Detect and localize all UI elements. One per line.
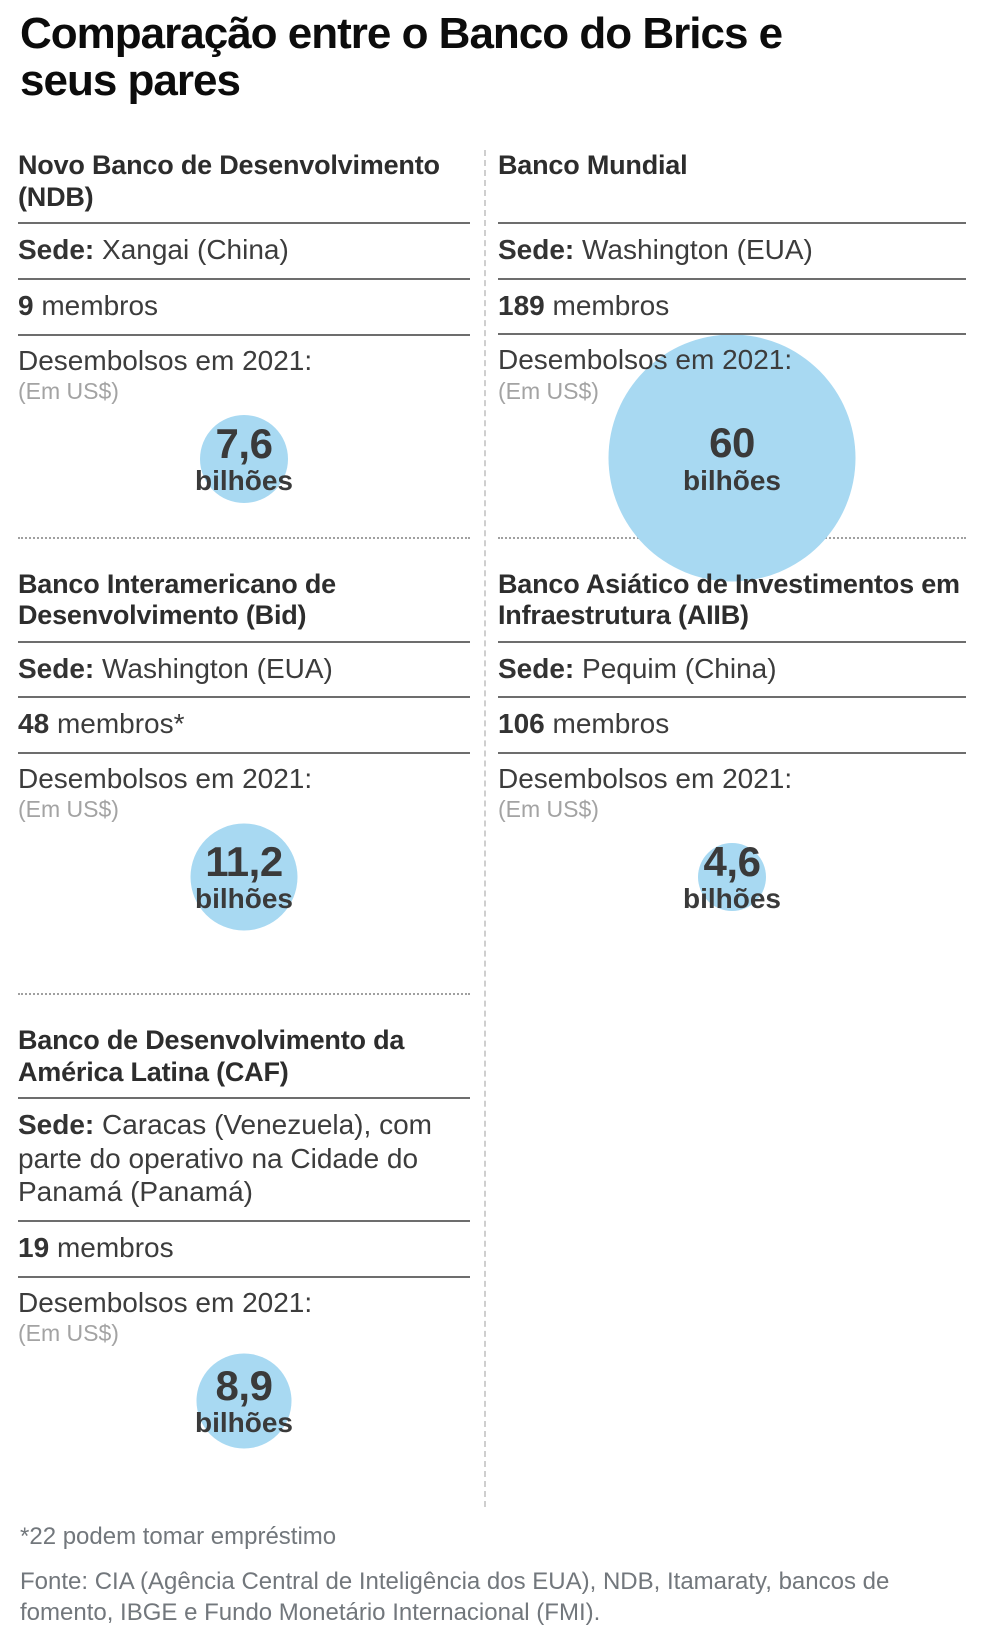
value-bubble-group xyxy=(683,420,781,496)
value-unit-word: bilhões xyxy=(194,1406,293,1438)
bubble-area xyxy=(498,406,966,510)
sede-label: Sede: xyxy=(498,234,575,266)
disbursement-block xyxy=(18,1278,470,1349)
bank-card-bid xyxy=(18,539,470,995)
members-word: membros xyxy=(552,708,670,740)
value-unit-word: bilhões xyxy=(682,464,781,496)
sede-value: Washington (EUA) xyxy=(102,652,333,684)
members-word: membros* xyxy=(56,708,185,740)
value-number: 4,6 xyxy=(703,837,761,885)
sede-value: Xangai (China) xyxy=(102,234,289,266)
value-bubble-group xyxy=(195,839,293,915)
sede-value: Caracas (Venezuela), com parte do operativo na Cidade do Panamá (Panamá) xyxy=(18,1109,432,1208)
value-number: 11,2 xyxy=(205,837,283,885)
bank-card-banco-mundial xyxy=(498,150,966,538)
disbursement-unit: (Em US$) xyxy=(498,796,599,823)
members-number: 106 xyxy=(498,708,545,740)
value-bubble-group xyxy=(683,839,781,915)
sede-value: Washington (EUA) xyxy=(582,234,813,266)
column-divider xyxy=(484,150,486,1506)
value-bubble-group xyxy=(195,421,293,497)
members-word: membros xyxy=(552,289,670,321)
value-number: 8,9 xyxy=(215,1361,273,1409)
disbursement-label: Desembolsos em 2021: xyxy=(18,762,313,794)
value-unit-word: bilhões xyxy=(194,464,293,496)
headquarters-row xyxy=(18,643,470,699)
bank-name: Banco de Desenvolvimento da América Latina (CAF) xyxy=(18,1025,470,1099)
members-row xyxy=(498,280,966,336)
members-number: 189 xyxy=(498,289,545,321)
bank-card-caf xyxy=(18,995,470,1459)
sede-label: Sede: xyxy=(18,1109,95,1141)
members-row xyxy=(18,280,470,336)
disbursement-block xyxy=(18,336,470,407)
bubble-area xyxy=(18,825,470,929)
bank-name: Banco Asiático de Investimentos em Infraestrutura (AIIB) xyxy=(498,569,966,643)
headquarters-row xyxy=(18,224,470,280)
value-number: 7,6 xyxy=(215,419,273,467)
sede-value: Pequim (China) xyxy=(582,652,777,684)
bank-name: Novo Banco de Desenvolvimento (NDB) xyxy=(18,150,470,224)
disbursement-unit: (Em US$) xyxy=(18,377,119,404)
empty-cell xyxy=(498,995,966,1459)
bank-card-ndb xyxy=(18,150,470,538)
footnote: *22 podem tomar empréstimo xyxy=(20,1522,337,1550)
sede-label: Sede: xyxy=(498,652,575,684)
members-row xyxy=(18,698,470,754)
source-credit: Fonte: CIA (Agência Central de Inteligência dos EUA), NDB, Itamaraty, bancos de fomento, IBGE e Fundo Monetário Internacional (FMI). xyxy=(20,1567,890,1626)
disbursement-label: Desembolsos em 2021: xyxy=(498,344,793,376)
members-number: 19 xyxy=(18,1231,50,1263)
bank-card-aiib xyxy=(498,539,966,995)
disbursement-unit: (Em US$) xyxy=(498,377,599,404)
members-row xyxy=(18,1222,470,1278)
disbursement-label: Desembolsos em 2021: xyxy=(498,762,793,794)
members-number: 48 xyxy=(18,708,50,740)
disbursement-block xyxy=(18,754,470,825)
headquarters-row xyxy=(498,643,966,699)
disbursement-label: Desembolsos em 2021: xyxy=(18,344,313,376)
members-word: membros xyxy=(56,1231,174,1263)
members-word: membros xyxy=(41,289,159,321)
members-number: 9 xyxy=(18,289,34,321)
banks-grid xyxy=(18,150,966,1458)
disbursement-block xyxy=(498,754,966,825)
page-title: Comparação entre o Banco do Brics e seus pares xyxy=(20,9,783,106)
headquarters-row xyxy=(18,1099,470,1222)
sede-label: Sede: xyxy=(18,234,95,266)
value-bubble-group xyxy=(195,1363,293,1439)
bubble-area xyxy=(18,407,470,511)
disbursement-unit: (Em US$) xyxy=(18,1319,119,1346)
disbursement-block xyxy=(498,335,966,406)
value-unit-word: bilhões xyxy=(682,883,781,915)
value-unit-word: bilhões xyxy=(194,883,293,915)
bubble-area xyxy=(498,825,966,929)
members-row xyxy=(498,698,966,754)
bank-name: Banco Interamericano de Desenvolvimento (Bid) xyxy=(18,569,470,643)
headquarters-row xyxy=(498,224,966,280)
bank-name: Banco Mundial xyxy=(498,150,966,224)
bubble-area xyxy=(18,1349,470,1453)
sede-label: Sede: xyxy=(18,652,95,684)
value-number: 60 xyxy=(709,419,755,467)
disbursement-unit: (Em US$) xyxy=(18,796,119,823)
disbursement-label: Desembolsos em 2021: xyxy=(18,1286,313,1318)
